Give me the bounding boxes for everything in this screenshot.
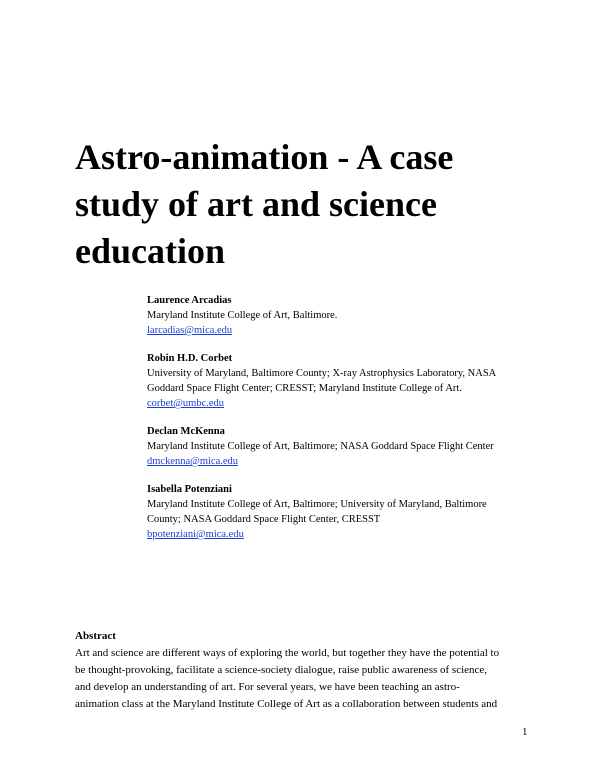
author-name: Laurence Arcadias: [147, 295, 232, 306]
author-block: [147, 351, 547, 411]
author-block: [147, 424, 547, 469]
author-block: [147, 293, 547, 338]
author-block: [147, 482, 547, 542]
author-email-link[interactable]: corbet@umbc.edu: [147, 398, 225, 409]
author-affiliation: Goddard Space Flight Center; CRESST; Maryland Institute College of Art.: [147, 383, 462, 394]
abstract-heading: Abstract: [75, 630, 116, 642]
author-name: Robin H.D. Corbet: [147, 353, 233, 364]
author-affiliation: County; NASA Goddard Space Flight Center, CRESST: [147, 514, 381, 525]
abstract-text-line: and develop an understanding of art. For several years, we have been teaching an astro-: [75, 681, 460, 693]
author-affiliation: Maryland Institute College of Art, Baltimore; University of Maryland, Baltimore: [147, 499, 487, 510]
author-name: Declan McKenna: [147, 426, 225, 437]
title-line: education: [75, 231, 226, 271]
title-line: study of art and science: [75, 184, 437, 224]
title-line: Astro-animation - A case: [75, 137, 454, 177]
abstract-text-line: be thought-provoking, facilitate a science-society dialogue, raise public awareness of science,: [75, 664, 488, 676]
author-name: Isabella Potenziani: [147, 484, 232, 495]
author-list: [147, 293, 547, 555]
author-email-link[interactable]: larcadias@mica.edu: [147, 325, 233, 336]
paper-title: [75, 134, 545, 275]
author-email-link[interactable]: dmckenna@mica.edu: [147, 456, 239, 467]
author-email-link[interactable]: bpotenziani@mica.edu: [147, 529, 244, 540]
abstract-text-line: animation class at the Maryland Institute College of Art as a collaboration between students and: [75, 698, 498, 710]
author-affiliation: University of Maryland, Baltimore County; X-ray Astrophysics Laboratory, NASA: [147, 368, 497, 379]
author-affiliation: Maryland Institute College of Art, Baltimore.: [147, 310, 338, 321]
page-number: 1: [522, 726, 528, 738]
abstract-section: [75, 628, 535, 713]
abstract-text-line: Art and science are different ways of exploring the world, but together they have the potential to: [75, 647, 500, 659]
author-affiliation: Maryland Institute College of Art, Baltimore; NASA Goddard Space Flight Center: [147, 441, 494, 452]
